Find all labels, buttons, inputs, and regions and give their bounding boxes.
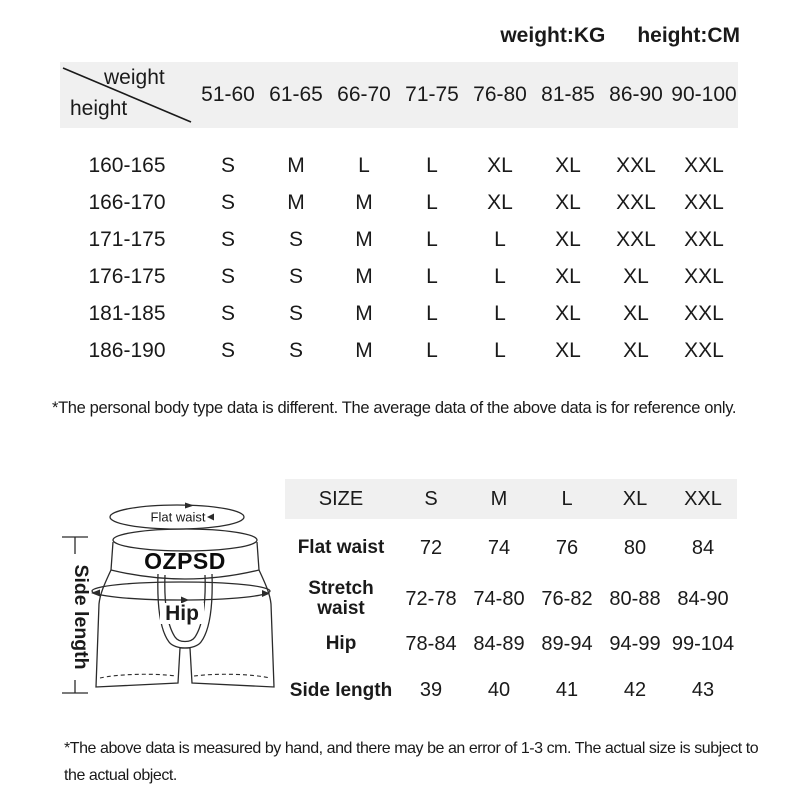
measure-column-header: M bbox=[490, 487, 508, 510]
hip-arrow-right bbox=[262, 590, 270, 597]
hip-label: Hip bbox=[165, 602, 199, 625]
measure-value: 94-99 bbox=[609, 632, 661, 655]
size-value: L bbox=[426, 153, 438, 177]
size-value: S bbox=[220, 264, 235, 288]
measure-column-header: S bbox=[424, 487, 438, 510]
size-value: XXL bbox=[684, 301, 724, 325]
size-value: S bbox=[288, 264, 303, 288]
size-value: XL bbox=[623, 338, 649, 362]
measure-column-header: SIZE bbox=[318, 487, 364, 510]
size-value: XXL bbox=[616, 227, 656, 251]
boxer-measurement-diagram bbox=[48, 490, 293, 735]
reference-note: *The personal body type data is different. The average data of the above data is for reference only. bbox=[52, 399, 737, 417]
size-value: XL bbox=[623, 301, 649, 325]
measure-value: 41 bbox=[555, 679, 579, 701]
size-value: XL bbox=[555, 227, 581, 251]
measure-value: 80-88 bbox=[609, 587, 661, 610]
units-legend bbox=[500, 24, 740, 48]
weight-range-header: 61-65 bbox=[269, 83, 323, 106]
measure-table-header-row bbox=[285, 479, 737, 519]
measure-column-header: L bbox=[561, 487, 573, 510]
measure-column-header: XXL bbox=[684, 487, 722, 510]
size-value: S bbox=[220, 153, 235, 177]
measure-value: 78-84 bbox=[405, 632, 457, 655]
size-chart-corner-cell bbox=[60, 62, 194, 128]
weight-range-header: 90-100 bbox=[671, 83, 737, 106]
right-hem-stitching bbox=[194, 674, 270, 678]
size-value: XXL bbox=[684, 190, 724, 214]
height-range-label: 166-170 bbox=[88, 190, 166, 214]
measure-column-header: XL bbox=[622, 487, 648, 510]
weight-range-header: 81-85 bbox=[541, 83, 595, 106]
weight-range-header: 86-90 bbox=[609, 83, 663, 106]
size-value: L bbox=[426, 301, 438, 325]
size-value: XXL bbox=[684, 264, 724, 288]
height-unit-label: height:CM bbox=[637, 24, 740, 47]
size-value: S bbox=[220, 190, 235, 214]
size-value: L bbox=[426, 190, 438, 214]
corner-weight-label: weight bbox=[104, 66, 165, 89]
measure-value: 42 bbox=[623, 679, 647, 701]
size-value: XXL bbox=[684, 227, 724, 251]
measure-value: 72-78 bbox=[405, 587, 457, 610]
size-value: L bbox=[426, 227, 438, 251]
size-value: M bbox=[355, 301, 373, 325]
weight-range-header: 66-70 bbox=[337, 83, 391, 106]
size-value: S bbox=[288, 301, 303, 325]
height-range-label: 171-175 bbox=[88, 227, 166, 251]
size-value: S bbox=[288, 338, 303, 362]
size-value: XXL bbox=[684, 338, 724, 362]
size-value: L bbox=[494, 264, 506, 288]
size-value: L bbox=[494, 338, 506, 362]
size-value: M bbox=[355, 264, 373, 288]
size-value: L bbox=[426, 264, 438, 288]
measure-value: 40 bbox=[487, 679, 511, 701]
measure-value: 39 bbox=[419, 679, 443, 701]
size-value: S bbox=[220, 227, 235, 251]
size-value: XL bbox=[555, 301, 581, 325]
brand-logo-text: OZPSD bbox=[144, 548, 226, 574]
size-value: S bbox=[220, 338, 235, 362]
measure-value: 89-94 bbox=[541, 632, 593, 655]
size-value: L bbox=[494, 227, 506, 251]
measure-value: 84-89 bbox=[473, 632, 525, 655]
weight-range-header: 76-80 bbox=[473, 83, 527, 106]
measure-value: 84 bbox=[691, 536, 715, 559]
height-range-label: 181-185 bbox=[88, 301, 166, 325]
weight-unit-label: weight:KG bbox=[500, 24, 606, 47]
measure-value: 99-104 bbox=[671, 632, 735, 655]
size-chart-body bbox=[60, 147, 738, 369]
size-value: M bbox=[355, 190, 373, 214]
measurement-disclaimer-note: *The above data is measured by hand, and there may be an error of 1-3 cm. The actual size is subject to the actual object. bbox=[64, 740, 759, 784]
height-range-label: 176-175 bbox=[88, 264, 166, 288]
size-value: S bbox=[288, 227, 303, 251]
size-value: XL bbox=[555, 153, 581, 177]
measure-table-body bbox=[285, 519, 737, 714]
measure-value: 74-80 bbox=[473, 587, 525, 610]
size-value: M bbox=[287, 190, 305, 214]
measure-row-label: Stretch waist bbox=[308, 578, 374, 619]
size-value: XXL bbox=[616, 190, 656, 214]
measure-value: 76 bbox=[555, 536, 579, 559]
size-value: XL bbox=[555, 264, 581, 288]
size-value: M bbox=[287, 153, 305, 177]
height-range-label: 160-165 bbox=[88, 153, 166, 177]
measure-value: 72 bbox=[419, 536, 443, 559]
size-value: XXL bbox=[684, 153, 724, 177]
measure-value: 84-90 bbox=[677, 587, 729, 610]
size-value: XL bbox=[487, 153, 513, 177]
boxer-shorts-drawing bbox=[48, 490, 293, 735]
size-value: XL bbox=[487, 190, 513, 214]
measure-value: 43 bbox=[691, 679, 715, 701]
size-value: XXL bbox=[616, 153, 656, 177]
side-length-label: Side length bbox=[70, 564, 92, 670]
measure-value: 74 bbox=[487, 536, 511, 559]
size-value: L bbox=[494, 301, 506, 325]
flat-waist-label: Flat waist bbox=[150, 509, 206, 525]
measure-value: 80 bbox=[623, 536, 647, 559]
measure-row-label: Flat waist bbox=[297, 537, 385, 559]
measure-value: 76-82 bbox=[541, 587, 593, 610]
weight-range-header: 71-75 bbox=[405, 83, 459, 106]
size-value: L bbox=[426, 338, 438, 362]
size-value: S bbox=[220, 301, 235, 325]
size-value: M bbox=[355, 338, 373, 362]
size-value: M bbox=[355, 227, 373, 251]
size-value: XL bbox=[623, 264, 649, 288]
measure-row-label: Side length bbox=[289, 679, 393, 701]
corner-height-label: height bbox=[70, 97, 128, 120]
left-hem-stitching bbox=[100, 674, 176, 678]
flat-waist-arrow-top bbox=[185, 503, 194, 509]
size-value: XL bbox=[555, 338, 581, 362]
size-chart-header-row bbox=[60, 62, 738, 128]
size-value: L bbox=[358, 153, 370, 177]
weight-range-header: 51-60 bbox=[201, 83, 255, 106]
measure-row-label: Hip bbox=[325, 633, 357, 655]
boxer-body-outline bbox=[96, 570, 274, 687]
size-value: XL bbox=[555, 190, 581, 214]
height-range-label: 186-190 bbox=[88, 338, 166, 362]
flat-waist-arrow-right bbox=[207, 514, 214, 521]
